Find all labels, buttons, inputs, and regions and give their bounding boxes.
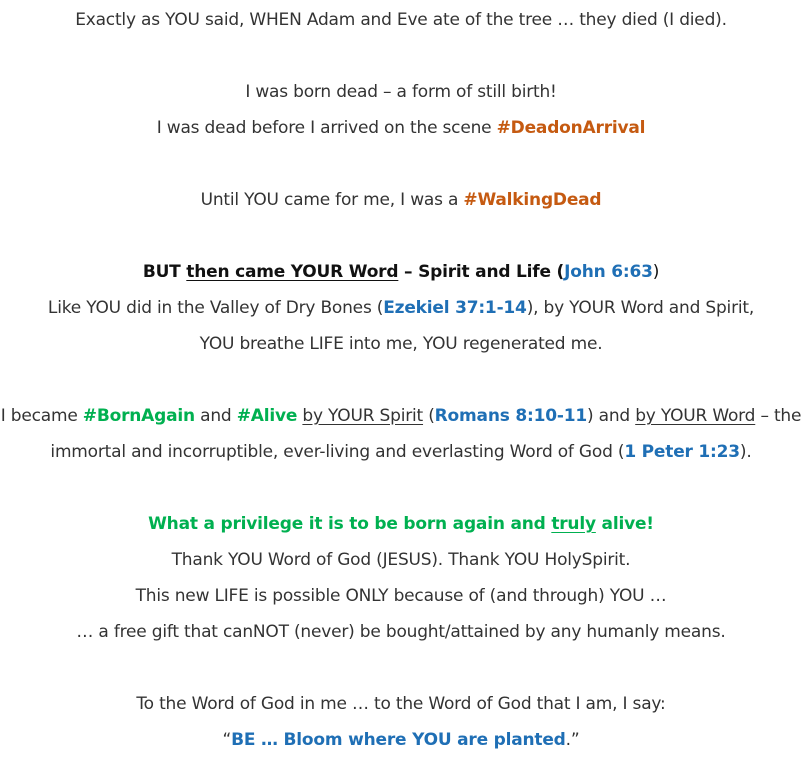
line-text: (: [423, 406, 435, 426]
line-bloom-quote: [0, 728, 802, 752]
line-text: ), by YOUR Word and Spirit,: [526, 298, 755, 318]
line-dead-before-arrival: [0, 116, 802, 140]
quote-mark: .”: [565, 730, 580, 750]
line-text: alive!: [595, 514, 654, 534]
quote-mark: “: [222, 730, 232, 750]
hashtag-dead-on-arrival: #DeadonArrival: [496, 118, 646, 138]
line-text: BUT: [142, 262, 187, 282]
underlined-phrase: truly: [551, 514, 596, 534]
line-privilege: [0, 512, 802, 536]
hashtag-walking-dead: #WalkingDead: [463, 190, 602, 210]
line-text: I became: [0, 406, 83, 426]
scripture-ref-romans: Romans 8:10-11: [434, 406, 587, 426]
line-regenerated: YOU breathe LIFE into me, YOU regenerated me.: [199, 334, 603, 354]
line-born-again: [0, 404, 802, 428]
scripture-ref-john: John 6:63: [564, 262, 653, 282]
line-text: Like YOU did in the Valley of Dry Bones (: [47, 298, 384, 318]
line-text: Until YOU came for me, I was a: [200, 190, 464, 210]
bloom-quote: BE … Bloom where YOU are planted: [231, 730, 566, 750]
line-dry-bones: [0, 296, 802, 320]
line-text: – Spirit and Life (: [398, 262, 565, 282]
line-word-in-me: To the Word of God in me … to the Word of God that I am, I say:: [136, 694, 666, 714]
underlined-phrase: by YOUR Word: [635, 406, 756, 426]
line-text: ).: [739, 442, 752, 462]
line-walking-dead: [0, 188, 802, 212]
underlined-phrase: by YOUR Spirit: [302, 406, 424, 426]
hashtag-alive: #Alive: [236, 406, 298, 426]
line-thank-you: Thank YOU Word of God (JESUS). Thank YOU HolySpirit.: [171, 550, 631, 570]
line-incorruptible-word: [0, 440, 802, 464]
line-text: and: [194, 406, 237, 426]
line-text: I was dead before I arrived on the scene: [156, 118, 497, 138]
scripture-ref-ezekiel: Ezekiel 37:1-14: [383, 298, 527, 318]
line-text: immortal and incorruptible, ever-living and everlasting Word of God (: [50, 442, 625, 462]
line-new-life: This new LIFE is possible ONLY because of (and through) YOU …: [135, 586, 667, 606]
underlined-phrase: then came YOUR Word: [186, 262, 399, 282]
line-text: ): [652, 262, 660, 282]
line-adam-and-eve: Exactly as YOU said, WHEN Adam and Eve ate of the tree … they died (I died).: [75, 10, 727, 30]
line-born-dead: I was born dead – a form of still birth!: [245, 82, 557, 102]
line-text: What a privilege it is to be born again and: [148, 514, 552, 534]
line-free-gift: … a free gift that canNOT (never) be bought/attained by any humanly means.: [76, 622, 726, 642]
line-text: ) and: [586, 406, 636, 426]
line-your-word: [0, 260, 802, 284]
scripture-ref-peter: 1 Peter 1:23: [624, 442, 740, 462]
line-text: – the: [755, 406, 802, 426]
hashtag-born-again: #BornAgain: [82, 406, 195, 426]
